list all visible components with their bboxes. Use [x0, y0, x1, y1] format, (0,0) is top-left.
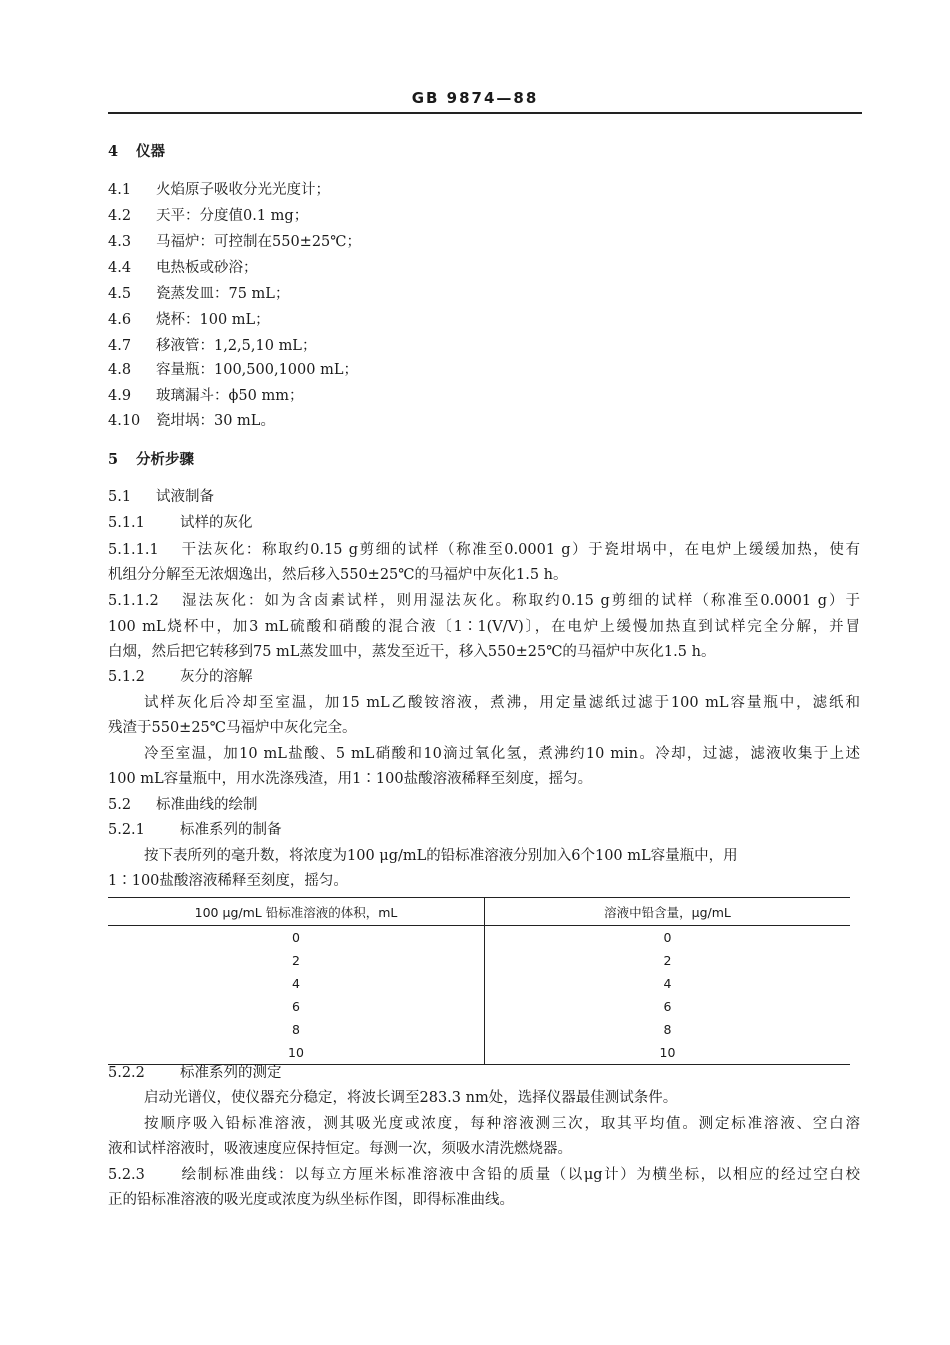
item-text: 容量瓶：100,500,1000 mL； — [156, 362, 358, 378]
table-cell: 4 — [663, 976, 672, 991]
list-item — [108, 387, 303, 405]
item-text: 电热板或砂浴； — [156, 260, 258, 276]
list-item — [108, 412, 275, 430]
list-item — [108, 285, 289, 303]
paragraph-text: 绘制标准曲线：以每立方厘米标准溶液中含铅的质量（以μg计）为横坐标，以相应的经过空白校 — [180, 1167, 860, 1183]
subsection-number: 5.2.1 — [108, 822, 145, 838]
table-cell: 2 — [663, 953, 672, 968]
item-number: 4.9 — [108, 388, 132, 404]
item-number: 4.3 — [108, 234, 132, 250]
table-row — [108, 1018, 850, 1041]
list-item — [108, 259, 258, 277]
item-text: 马福炉：可控制在550±25℃； — [156, 234, 361, 250]
table-cell: 4 — [108, 972, 485, 995]
table-row — [108, 926, 850, 950]
list-item — [108, 207, 308, 225]
paragraph-text: 干法灰化：称取约0.15 g剪细的试样（称准至0.0001 g）于瓷坩埚中，在电炉上缓缓加热，使有 — [180, 542, 860, 558]
section-number: 4 — [108, 143, 119, 160]
list-item — [108, 311, 270, 329]
item-number: 4.4 — [108, 260, 132, 276]
item-text: 火焰原子吸收分光光度计； — [156, 182, 330, 198]
list-item — [108, 337, 316, 355]
section-4-heading — [108, 143, 165, 161]
subsection-5-1-1-heading — [108, 514, 253, 532]
subsection-number: 5.2.2 — [108, 1065, 145, 1081]
item-text: 移液管：1,2,5,10 mL； — [156, 338, 317, 354]
subsection-number: 5.2.3 — [108, 1167, 145, 1183]
table-cell: 8 — [108, 1018, 485, 1041]
table-cell: 6 — [663, 999, 672, 1014]
subsection-5-2-1-heading — [108, 821, 282, 839]
paragraph-line: 白烟，然后把它转移到75 mL蒸发皿中，蒸发至近干，移入550±25℃的马福炉中灰化1.5 h。 — [108, 644, 716, 660]
item-text: 烧杯：100 mL； — [156, 312, 270, 328]
table-row — [108, 995, 850, 1018]
list-item — [108, 361, 358, 379]
item-number: 4.8 — [108, 362, 132, 378]
subsection-title: 标准曲线的绘制 — [156, 797, 258, 813]
subsection-5-1-2-heading — [108, 668, 253, 686]
section-number: 5 — [108, 451, 119, 468]
item-number: 4.2 — [108, 208, 132, 224]
subsection-number: 5.1.2 — [108, 669, 145, 685]
paragraph-line: 1∶100盐酸溶液稀释至刻度，摇匀。 — [108, 873, 348, 889]
table-cell: 10 — [485, 1041, 851, 1065]
table-cell: 0 — [108, 926, 485, 950]
subsection-number: 5.1.1 — [108, 515, 145, 531]
table-cell: 10 — [108, 1041, 485, 1065]
table-row — [108, 972, 850, 995]
subsection-title: 试样的灰化 — [180, 515, 253, 531]
paragraph-text: 湿法灰化：如为含卤素试样，则用湿法灰化。称取约0.15 g剪细的试样（称准至0.0001 g）于 — [180, 593, 860, 609]
paragraph-line — [108, 541, 860, 559]
lead-standard-table — [108, 897, 850, 1065]
subsection-number: 5.1.1.2 — [108, 593, 159, 609]
subsection-5-2-heading — [108, 796, 258, 814]
subsection-title: 标准系列的制备 — [180, 822, 282, 838]
list-item — [108, 233, 361, 251]
paragraph-line — [108, 1166, 860, 1184]
table-cell: 6 — [108, 995, 485, 1018]
section-title: 仪器 — [136, 143, 165, 160]
paragraph-line: 100 mL烧杯中，加3 mL硫酸和硝酸的混合液〔1∶1(V/V)〕，在电炉上缓慢加热直到试样完全分解，并冒 — [108, 619, 860, 635]
subsection-title: 标准系列的测定 — [180, 1065, 282, 1081]
item-text: 瓷坩埚：30 mL。 — [156, 413, 275, 429]
table-cell: 2 — [108, 949, 485, 972]
subsection-number: 5.1 — [108, 489, 132, 505]
section-5-heading — [108, 451, 194, 469]
paragraph-line: 正的铅标准溶液的吸光度或浓度为纵坐标作图，即得标准曲线。 — [108, 1192, 514, 1208]
paragraph-line: 残渣于550±25℃马福炉中灰化完全。 — [108, 720, 357, 736]
item-number: 4.6 — [108, 312, 132, 328]
paragraph-line — [108, 592, 860, 610]
paragraph-line: 冷至室温，加10 mL盐酸、5 mL硝酸和10滴过氧化氢，煮沸约10 min。冷却，过滤，滤液收集于上述 — [144, 746, 860, 762]
paragraph-line: 机组分分解至无浓烟逸出，然后移入550±25℃的马福炉中灰化1.5 h。 — [108, 567, 568, 583]
item-text: 瓷蒸发皿：75 mL； — [156, 286, 290, 302]
paragraph-line: 按下表所列的毫升数，将浓度为100 μg/mL的铅标准溶液分别加入6个100 mL容量瓶中，用 — [144, 848, 738, 864]
paragraph-line: 启动光谱仪，使仪器充分稳定，将波长调至283.3 nm处，选择仪器最佳测试条件。 — [144, 1090, 678, 1106]
subsection-5-2-2-heading — [108, 1064, 282, 1082]
column-header: 100 μg/mL 铅标准溶液的体积，mL — [108, 898, 485, 926]
subsection-number: 5.2 — [108, 797, 132, 813]
table-cell: 0 — [663, 930, 672, 945]
list-item — [108, 181, 330, 199]
section-title: 分析步骤 — [136, 451, 194, 468]
paragraph-line: 100 mL容量瓶中，用水洗涤残渣，用1∶100盐酸溶液稀释至刻度，摇匀。 — [108, 771, 593, 787]
subsection-title: 灰分的溶解 — [180, 669, 253, 685]
table-header-row — [108, 898, 850, 926]
paragraph-line: 液和试样溶液时，吸液速度应保持恒定。每测一次，须吸水清洗燃烧器。 — [108, 1141, 572, 1157]
subsection-number: 5.1.1.1 — [108, 542, 159, 558]
item-text: 天平：分度值0.1 mg； — [156, 208, 309, 224]
item-number: 4.7 — [108, 338, 132, 354]
column-header: 溶液中铅含量，μg/mL — [485, 898, 851, 926]
subsection-title: 试液制备 — [156, 489, 214, 505]
item-number: 4.5 — [108, 286, 132, 302]
table-cell: 8 — [663, 1022, 672, 1037]
paragraph-line: 按顺序吸入铅标准溶液，测其吸光度或浓度，每种溶液测三次，取其平均值。测定标准溶液、空白溶 — [144, 1116, 860, 1132]
table-row — [108, 949, 850, 972]
header-rule — [108, 112, 862, 114]
item-text: 玻璃漏斗：ϕ50 mm； — [156, 388, 304, 404]
paragraph-line: 试样灰化后冷却至室温，加15 mL乙酸铵溶液，煮沸，用定量滤纸过滤于100 mL容量瓶中，滤纸和 — [144, 695, 860, 711]
table-row — [108, 1041, 850, 1065]
item-number: 4.1 — [108, 182, 132, 198]
subsection-5-1-heading — [108, 488, 214, 506]
item-number: 4.10 — [108, 413, 141, 429]
standard-number-header: GB 9874—88 — [411, 89, 539, 107]
